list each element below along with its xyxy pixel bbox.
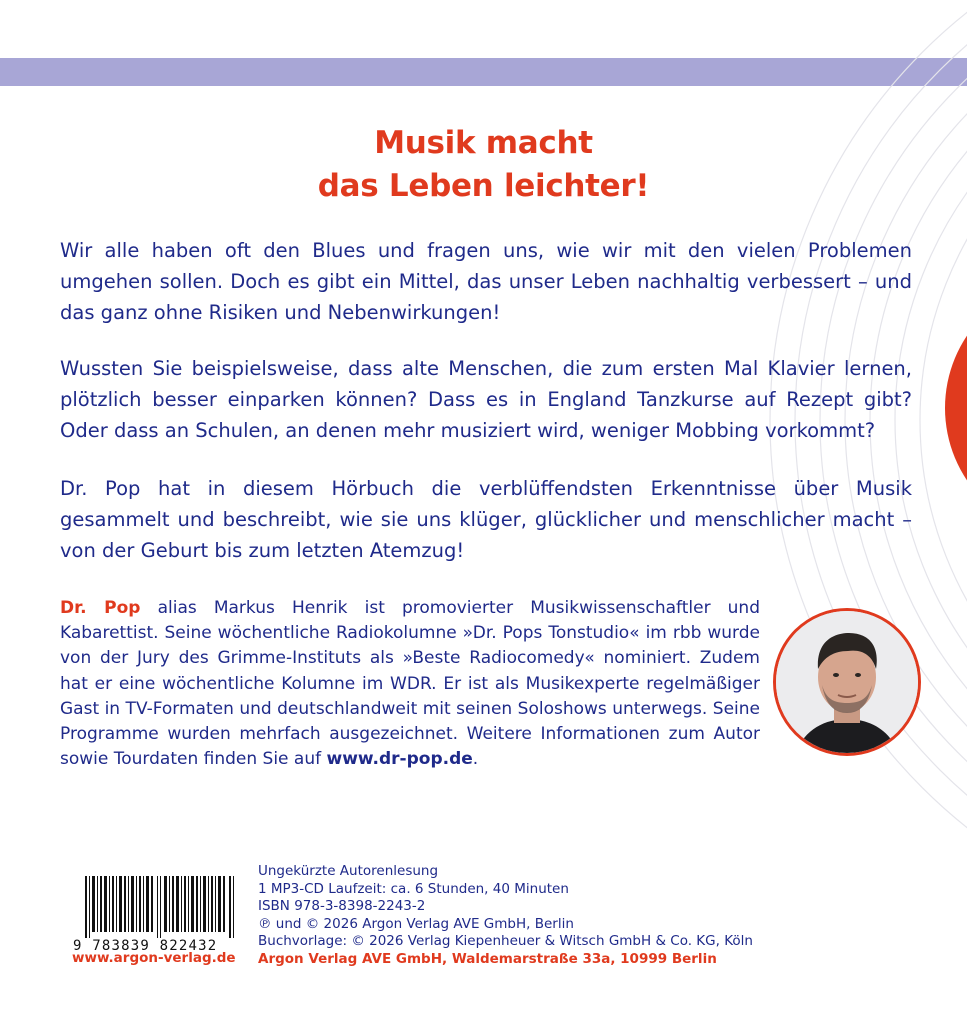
author-website-link[interactable]: www.dr-pop.de xyxy=(326,749,473,770)
author-name: Dr. Pop xyxy=(60,598,141,618)
credits-book-source: Buchvorlage: © 2026 Verlag Kiepenheuer & Witsch GmbH & Co. KG, Köln xyxy=(258,933,753,949)
top-color-band xyxy=(0,58,967,86)
paragraph-facts: Wussten Sie beispielsweise, dass alte Menschen, die zum ersten Mal Klavier lernen, plötzlich besser einparken können? Dass es in England Tanzkurse auf Rezept gibt? Oder dass an Schulen, an denen mehr musiziert wird, weniger Mobbing vorkommt? xyxy=(60,357,912,442)
barcode-number: 9 783839 822432 xyxy=(73,938,218,954)
author-bio xyxy=(60,596,760,772)
headline xyxy=(0,122,967,208)
credits-copyright: ℗ und © 2026 Argon Verlag AVE GmbH, Berlin xyxy=(258,915,574,932)
author-bio-text: alias Markus Henrik ist promovierter Musikwissenschaftler und Kabarettist. Seine wöchentliche Radiokolumne »Dr. Pops Tonstudio« im rbb wurde von der Jury des Grimme-Instituts als »Beste Radiocomedy« nominiert. Zudem hat er eine wöchentliche Kolumne im WDR. Er ist als Musikexperte regelmäßiger Gast in TV-Formaten und deutschlandweit mit seinen Soloshows unterwegs. Seine Programme wurden mehrfach ausgezeichnet. Weitere Informationen zum Autor sowie Tourdaten finden Sie auf xyxy=(60,598,761,770)
production-credits xyxy=(258,863,818,968)
barcode xyxy=(85,876,235,938)
publisher-website-link[interactable]: www.argon-verlag.de xyxy=(72,950,236,966)
paragraph-summary: Dr. Pop hat in diesem Hörbuch die verblüffendsten Erkenntnisse über Musik gesammelt und beschreibt, wie sie uns klüger, glücklicher und menschlicher macht – von der Geburt bis zum letzten Atemzug! xyxy=(60,477,912,562)
credits-unabridged: Ungekürzte Autorenlesung xyxy=(258,863,439,879)
paragraph-intro: Wir alle haben oft den Blues und fragen uns, wie wir mit den vielen Problemen umgehen sollen. Doch es gibt ein Mittel, das unser Leben nachhaltig verbessert – und das ganz ohne Risiken und Nebenwirkungen! xyxy=(60,239,912,324)
headline-line-1: Musik macht xyxy=(374,125,593,161)
red-disc-edge xyxy=(945,278,967,538)
credits-format-runtime: 1 MP3-CD Laufzeit: ca. 6 Stunden, 40 Minuten xyxy=(258,880,569,897)
author-portrait xyxy=(773,608,921,756)
publisher-address: Argon Verlag AVE GmbH, Waldemarstraße 33a, 10999 Berlin xyxy=(258,950,717,967)
author-portrait-illustration xyxy=(776,611,918,753)
credits-isbn: ISBN 978-3-8398-2243-2 xyxy=(258,898,426,914)
author-bio-end: . xyxy=(472,749,479,770)
headline-line-2: das Leben leichter! xyxy=(317,168,650,204)
